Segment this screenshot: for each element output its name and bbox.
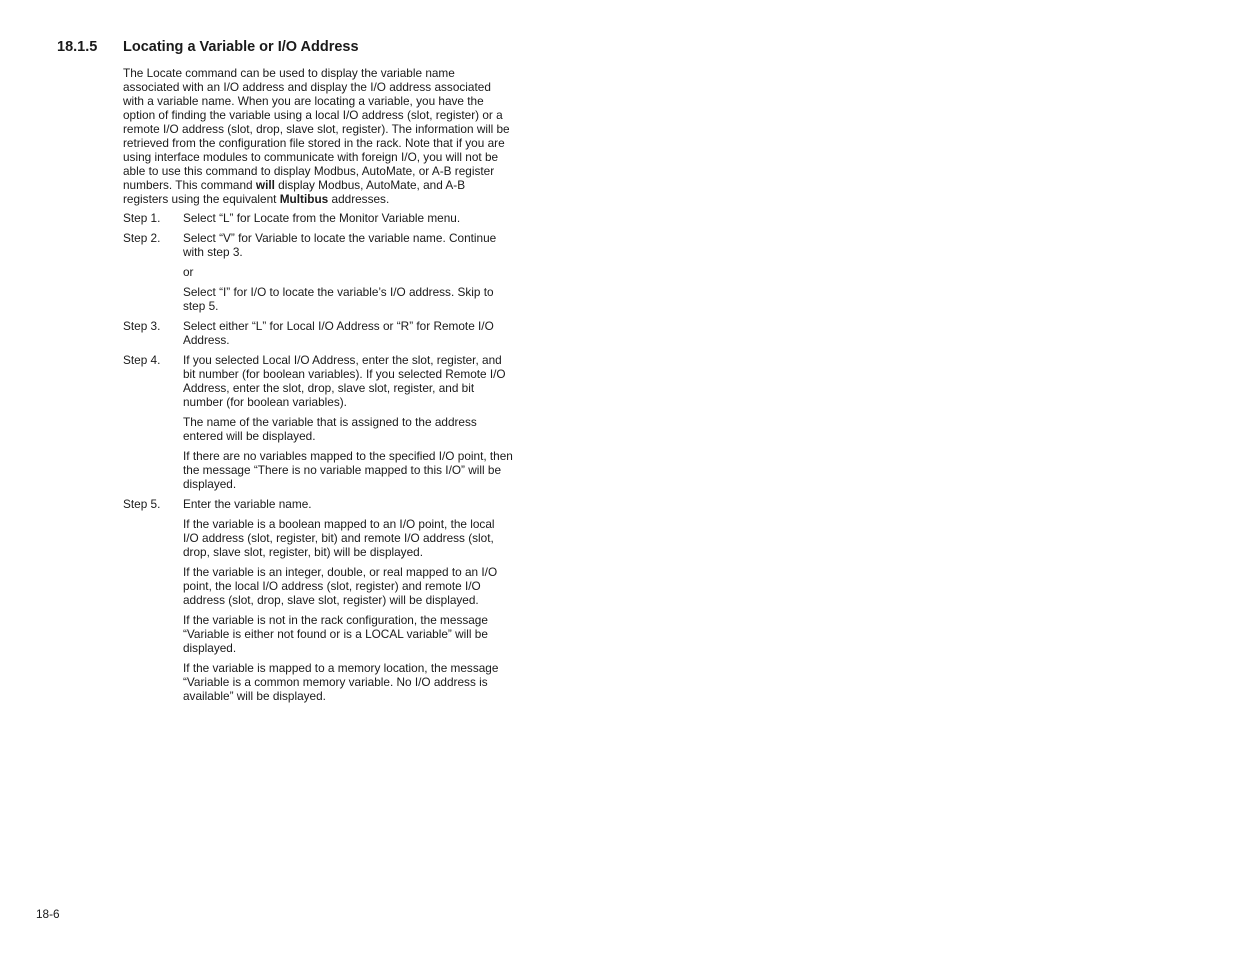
step-text: Enter the variable name. [183,497,312,511]
step-2-or: or [183,265,194,279]
step-5-note-3: If the variable is not in the rack configuration, the message “Variable is either not found or is a LOCAL variable” will be displayed. [183,613,488,655]
intro-text-3: addresses. [328,192,390,206]
step-2 [123,231,513,259]
section-title: Locating a Variable or I/O Address [123,39,359,55]
intro-text-1: The Locate command can be used to display the variable name associated with an I/O address and display the I/O address associated with a variable name. When you are locating a variable, you have the option of finding the variable using a local I/O address (slot, register) or a remote I/O address (slot, drop, slave slot, register). The information will be retrieved from the configuration file stored in the rack. Note that if you are using interface modules to communicate with foreign I/O, you will not be able to use this command to display Modbus, AutoMate, or A-B register numbers. This command [123,66,510,192]
step-4-note-1: The name of the variable that is assigned to the address entered will be displayed. [183,415,477,443]
step-text: Select “L” for Locate from the Monitor Variable menu. [183,211,461,225]
step-label: Step 3. [123,319,161,333]
step-text: Select either “L” for Local I/O Address or “R” for Remote I/O Address. [183,319,494,347]
intro-bold-multibus: Multibus [279,192,329,206]
step-label: Step 5. [123,497,161,511]
section-number: 18.1.5 [57,39,98,55]
section-heading [57,39,359,55]
intro-paragraph [123,66,513,206]
step-text: Select “V” for Variable to locate the variable name. Continue with step 3. [183,231,497,259]
step-label: Step 1. [123,211,161,225]
step-3 [123,319,513,347]
step-5-note-1: If the variable is a boolean mapped to an I/O point, the local I/O address (slot, register, bit) and remote I/O address (slot, drop, slave slot, register, bit) will be displayed. [183,517,495,559]
step-1 [123,211,513,225]
step-4-note-2: If there are no variables mapped to the specified I/O point, then the message “There is no variable mapped to this I/O” will be displayed. [183,449,513,491]
section-body [123,66,513,709]
step-label: Step 4. [123,353,161,367]
step-2-alternative: Select “I” for I/O to locate the variable’s I/O address. Skip to step 5. [183,285,494,313]
step-5-note-4: If the variable is mapped to a memory location, the message “Variable is a common memory variable. No I/O address is available” will be displayed. [183,661,499,703]
step-text: If you selected Local I/O Address, enter the slot, register, and bit number (for boolean variables). If you selected Remote I/O Address, enter the slot, drop, slave slot, register, and bit number (for boolean variables). [183,353,506,409]
intro-text-2: display Modbus, AutoMate, and A-B registers using the equivalent [123,178,466,206]
step-label: Step 2. [123,231,161,245]
page-number: 18-6 [36,907,60,921]
step-5 [123,497,513,511]
step-5-note-2: If the variable is an integer, double, or real mapped to an I/O point, the local I/O address (slot, register) and remote I/O address (slot, drop, slave slot, register) will be displayed. [183,565,498,607]
intro-bold-will: will [255,178,275,192]
step-4 [123,353,513,409]
